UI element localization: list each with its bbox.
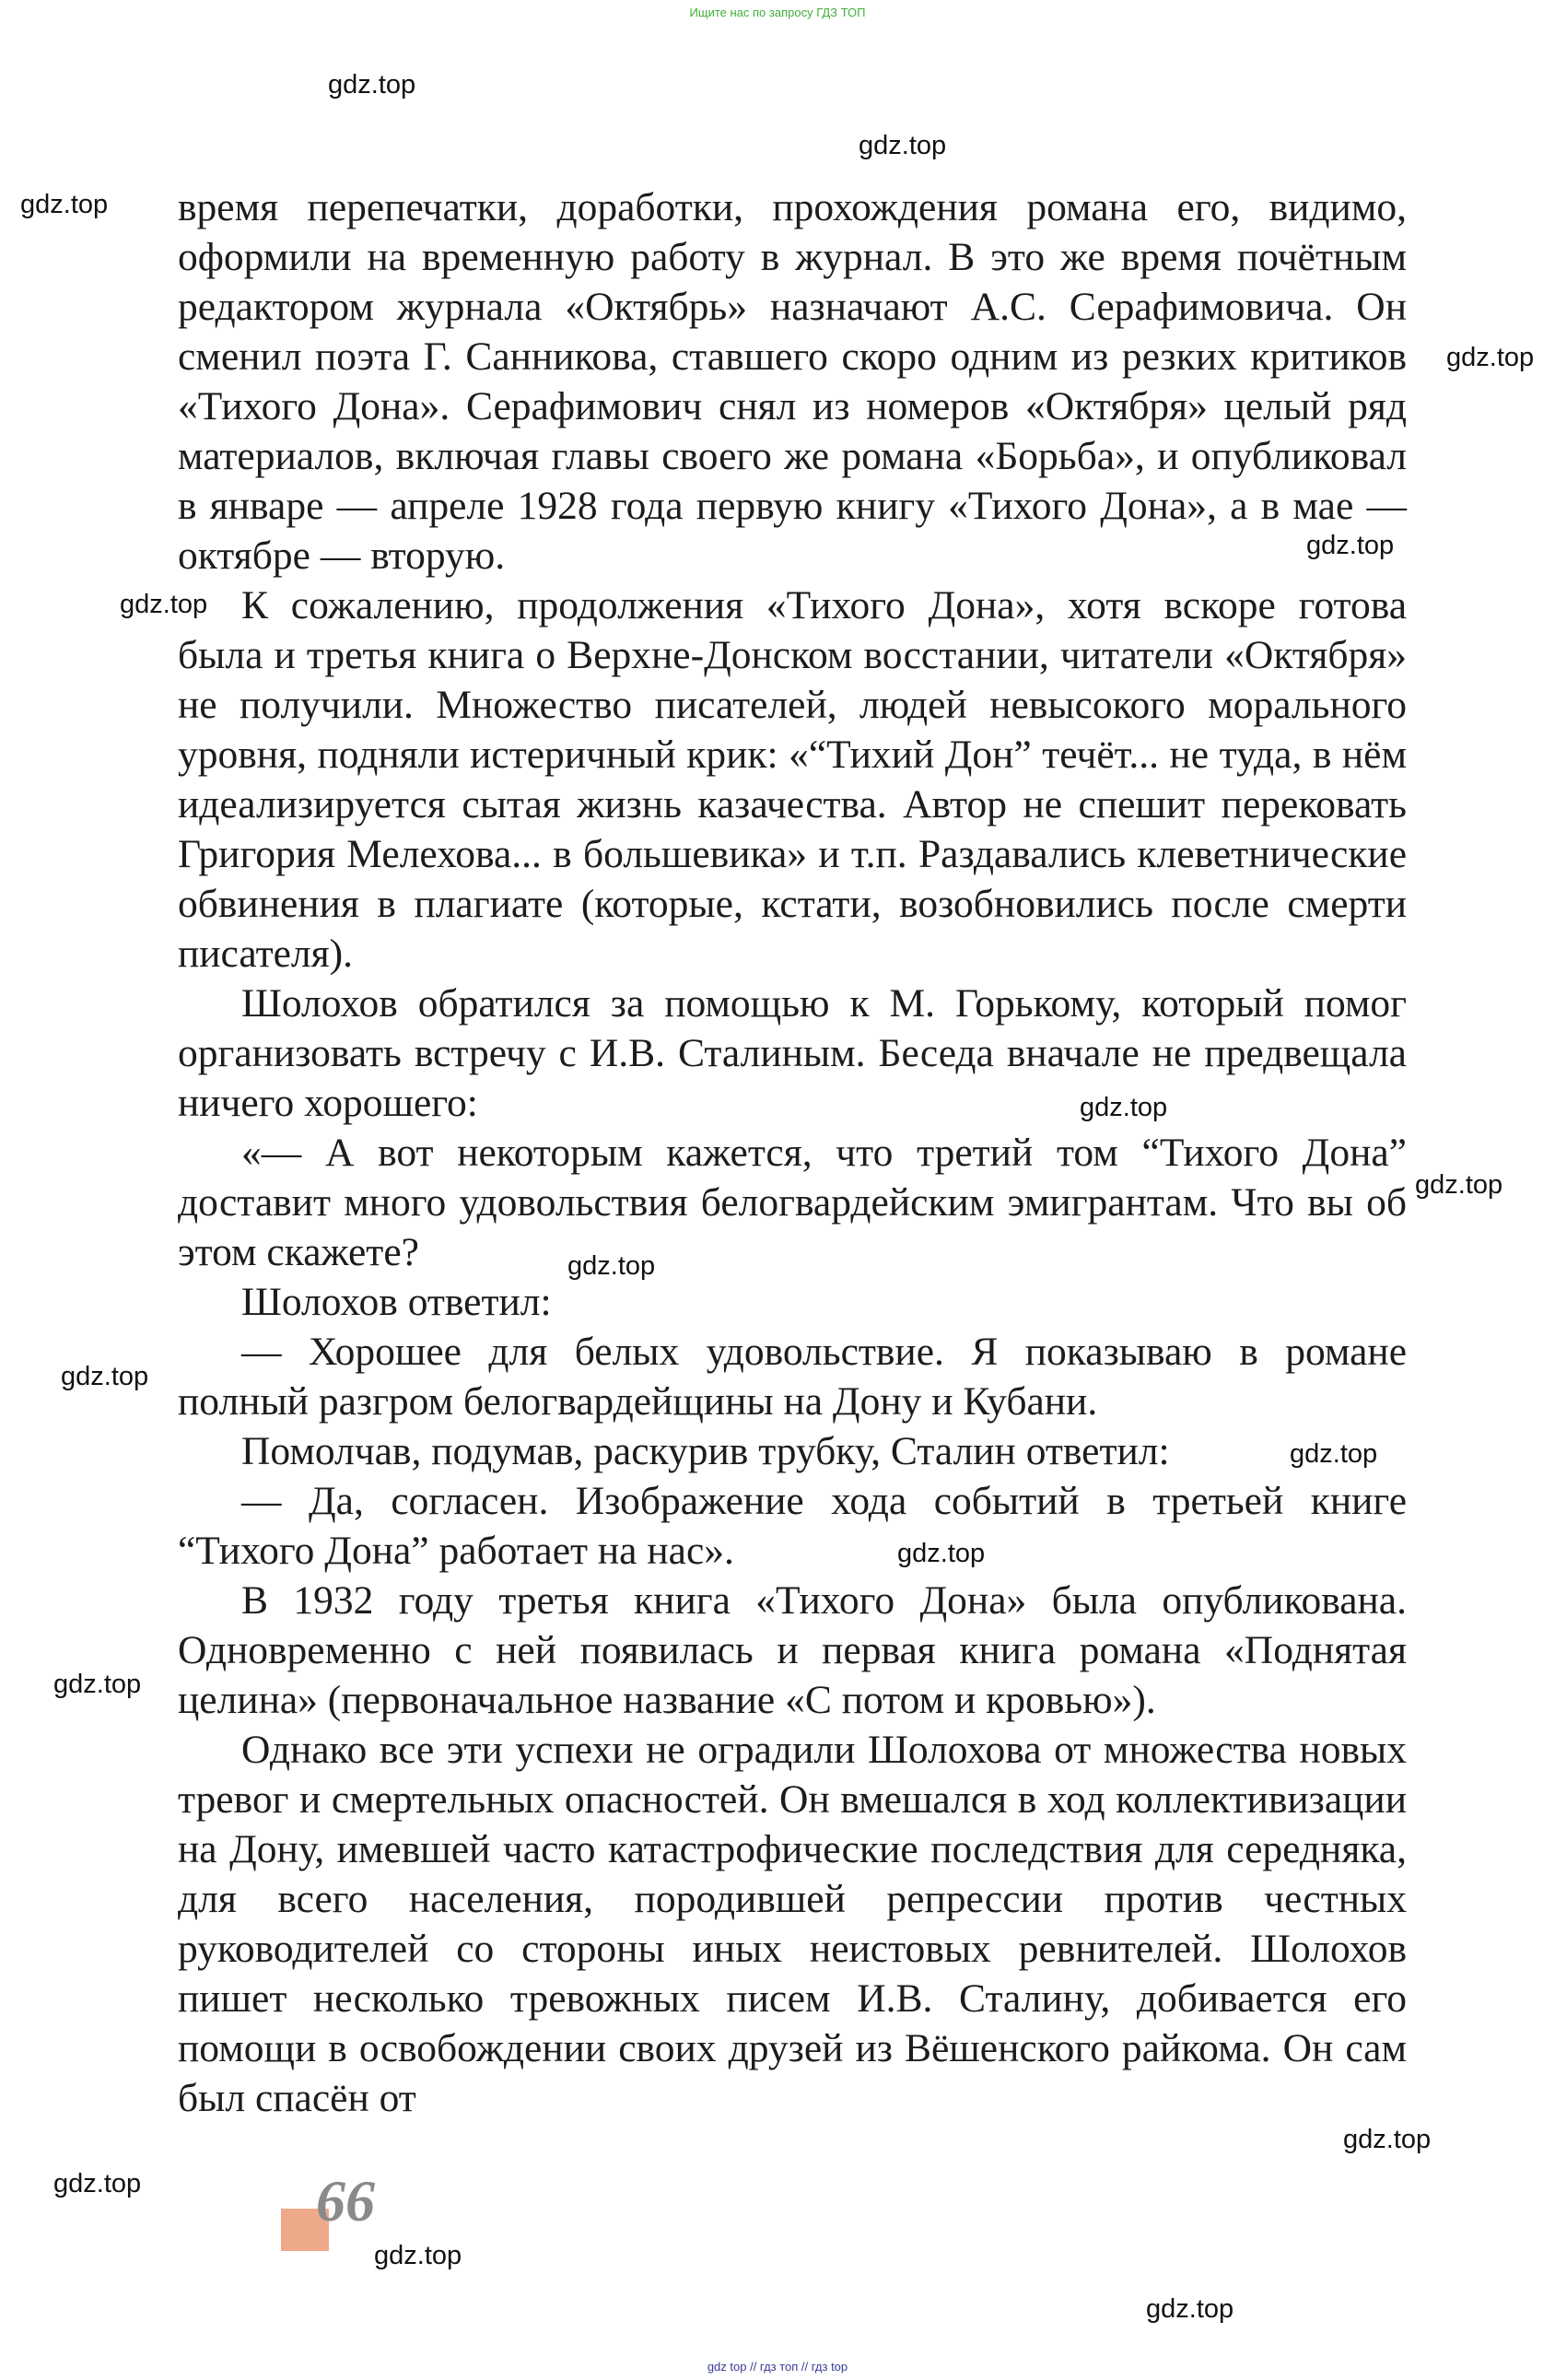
paragraph-6: — Хорошее для белых удовольствие. Я показываю в романе полный разгром белогвардейщины на Дону и Кубани.: [178, 1330, 1407, 1424]
watermark: gdz.top: [1446, 343, 1535, 372]
watermark: gdz.top: [1146, 2294, 1234, 2324]
paragraph-8: — Да, согласен. Изображение хода событий в третьей книге “Тихого Дона” работает на нас».: [178, 1479, 1407, 1573]
watermark: gdz.top: [61, 1362, 149, 1391]
watermark: gdz.top: [120, 590, 208, 619]
watermark: gdz.top: [859, 131, 947, 160]
watermark: gdz.top: [1415, 1170, 1503, 1200]
paragraph-2: К сожалению, продолжения «Тихого Дона», хотя вскоре готова была и третья книга о Верхне-Донском восстании, читатели «Октября» не получили. Множество писателей, людей невысокого морального уровня, подняли истеричный крик: «“Тихий Дон” течёт... не туда, в нём идеализируется сытая жизнь казачества. Автор не спешит перековать Григория Мелехова... в большевика» и т.п. Раздавались клеветнические обвинения в плагиате (которые, кстати, возобновились после смерти писателя).: [178, 583, 1407, 976]
paragraph-7: Помолчав, подумав, раскурив трубку, Сталин ответил:: [241, 1429, 1170, 1473]
watermark: gdz.top: [374, 2241, 462, 2270]
watermark: gdz.top: [1343, 2125, 1432, 2154]
watermark: gdz.top: [53, 1670, 142, 1699]
watermark: gdz.top: [567, 1251, 656, 1281]
paragraph-9: В 1932 году третья книга «Тихого Дона» была опубликована. Одновременно с ней появилась и первая книга романа «Поднятая целина» (первоначальное название «С потом и кровью»).: [178, 1578, 1407, 1722]
paragraph-3: Шолохов обратился за помощью к М. Горькому, который помог организовать встречу с И.В. Сталиным. Беседа вначале не предвещала ничего хорошего:: [178, 981, 1407, 1125]
watermark: gdz.top: [897, 1539, 986, 1568]
watermark: gdz.top: [53, 2169, 142, 2198]
paragraph-10: Однако все эти успехи не оградили Шолохова от множества новых тревог и смертельных опасностей. Он вмешался в ход коллективизации на Дону, имевшей часто катастрофические последствия для середняка, для всего населения, породившей репрессии против честных руководителей со стороны иных неистовых ревнителей. Шолохов пишет несколько тревожных писем И.В. Сталину, добивается его помощи в освобождении своих друзей из Вёшенского райкома. Он сам был спасён от: [178, 1728, 1407, 2120]
watermark: gdz.top: [328, 70, 416, 100]
page-number: 66: [316, 2168, 375, 2233]
top-banner: Ищите нас по запросу ГДЗ ТОП: [689, 6, 866, 19]
watermark: gdz.top: [1306, 531, 1395, 560]
watermark: gdz.top: [1290, 1439, 1378, 1469]
watermark: gdz.top: [1080, 1093, 1168, 1122]
watermark: gdz.top: [20, 190, 109, 219]
paragraph-5: Шолохов ответил:: [241, 1280, 552, 1324]
paragraph-4: «— А вот некоторым кажется, что третий том “Тихого Дона” доставит много удовольствия белогвардейским эмигрантам. Что вы об этом скажете?: [178, 1131, 1407, 1274]
paragraph-1: время перепечатки, доработки, прохождения романа его, видимо, оформили на временную работу в журнал. В это же время почётным редактором журнала «Октябрь» назначают А.С. Серафимовича. Он сменил поэта Г. Санникова, ставшего скоро одним из резких критиков «Тихого Дона». Серафимович снял из номеров «Октября» целый ряд материалов, включая главы своего же романа «Борьба», и опубликовал в январе — апреле 1928 года первую книгу «Тихого Дона», а в мае — октябре — вторую.: [178, 185, 1407, 578]
page-body-text: [178, 182, 1407, 2123]
bottom-banner: gdz top // гдз топ // гдз top: [707, 2360, 848, 2374]
